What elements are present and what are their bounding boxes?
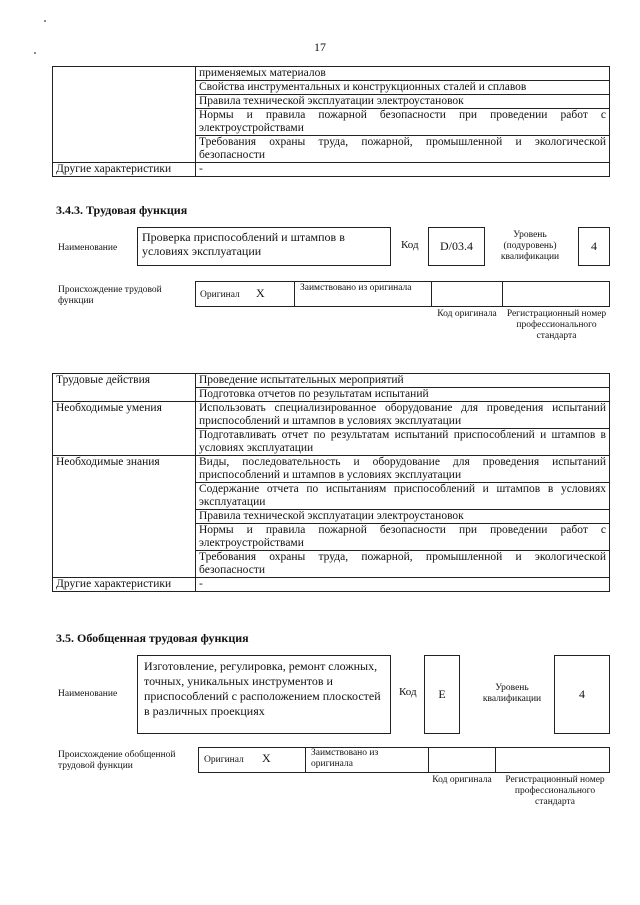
origin-label: Происхождение обобщенной трудовой функции: [58, 750, 176, 771]
code-label: Код: [401, 239, 419, 251]
level-box: [578, 227, 610, 266]
original-label: Оригинал: [200, 290, 240, 300]
divider: [305, 747, 306, 773]
function-name-box: [137, 227, 391, 266]
level-label: Уровень квалификации: [482, 683, 542, 704]
table-cell: -: [196, 578, 610, 592]
borrowed-label: Заимствовано из оригинала: [300, 283, 412, 293]
table-cell: Подготовка отчетов по результатам испытаний: [196, 388, 610, 402]
original-label: Оригинал: [204, 755, 244, 765]
code-original-label: Код оригинала: [437, 309, 497, 319]
level-value: 4: [591, 239, 597, 253]
page-number: 17: [314, 40, 326, 54]
divider: [431, 281, 432, 307]
table-label-cell: Другие характеристики: [53, 578, 196, 592]
name-label: Наименование: [58, 689, 118, 699]
code-original-label: Код оригинала: [432, 775, 492, 785]
table-cell: Требования охраны труда, пожарной, промышленной и экологической безопасности: [196, 136, 610, 163]
section-title: 3.5. Обобщенная трудовая функция: [56, 631, 249, 645]
function-details-table: [52, 373, 610, 592]
function-name: Проверка приспособлений и штампов в условиях эксплуатации: [142, 230, 345, 258]
function-name: Изготовление, регулировка, ремонт сложных, точных, уникальных инструментов и приспособлений с расположением плоскостей в различных проекциях: [144, 659, 381, 718]
table-cell: Правила технической эксплуатации электроустановок: [196, 510, 610, 524]
scan-speck: [44, 20, 46, 22]
reg-number-label: Регистрационный номер профессионального стандарта: [505, 775, 605, 807]
table-cell: Использовать специализированное оборудование для проведения испытаний приспособлений и штампов в условиях эксплуатации: [196, 402, 610, 429]
divider: [428, 747, 429, 773]
table-label-cell: Необходимые умения: [53, 402, 196, 456]
table-cell: Проведение испытательных мероприятий: [196, 374, 610, 388]
table-label-cell: Трудовые действия: [53, 374, 196, 402]
table-cell: Нормы и правила пожарной безопасности при проведении работ с электроустройствами: [196, 524, 610, 551]
original-mark: X: [256, 286, 265, 300]
table-cell: применяемых материалов: [196, 67, 610, 81]
code-value: D/03.4: [440, 239, 473, 253]
borrowed-label: Заимствовано из оригинала: [311, 748, 379, 769]
level-label: Уровень (подуровень) квалификации: [500, 230, 560, 262]
table-cell: Требования охраны труда, пожарной, промышленной и экологической безопасности: [196, 551, 610, 578]
name-label: Наименование: [58, 243, 118, 253]
table-cell: Подготавливать отчет по результатам испытаний приспособлений и штампов в условиях эксплуатации: [196, 429, 610, 456]
reg-number-label: Регистрационный номер профессионального стандарта: [506, 309, 607, 341]
divider: [502, 281, 503, 307]
divider: [495, 747, 496, 773]
function-name-box: [137, 655, 391, 734]
table-cell: Нормы и правила пожарной безопасности при проведении работ с электроустройствами: [196, 109, 610, 136]
table-label-cell: Другие характеристики: [53, 163, 196, 177]
table-label-cell: [53, 67, 196, 163]
level-value: 4: [579, 687, 585, 701]
code-box: [428, 227, 485, 266]
section-title: 3.4.3. Трудовая функция: [56, 203, 188, 217]
code-box: [424, 655, 460, 734]
knowledge-table-continued: [52, 66, 610, 177]
code-label: Код: [399, 686, 417, 698]
table-cell: Виды, последовательность и оборудование для проведения испытаний приспособлений и штампов в условиях эксплуатации: [196, 456, 610, 483]
table-cell: Правила технической эксплуатации электроустановок: [196, 95, 610, 109]
table-cell: Содержание отчета по испытаниям приспособлений и штампов в условиях эксплуатации: [196, 483, 610, 510]
table-cell: Свойства инструментальных и конструкционных сталей и сплавов: [196, 81, 610, 95]
level-box: [554, 655, 610, 734]
original-mark: X: [262, 751, 271, 765]
table-cell: -: [196, 163, 610, 177]
divider: [294, 281, 295, 307]
table-label-cell: Необходимые знания: [53, 456, 196, 578]
origin-label: Происхождение трудовой функции: [58, 285, 162, 306]
code-value: E: [438, 687, 446, 701]
